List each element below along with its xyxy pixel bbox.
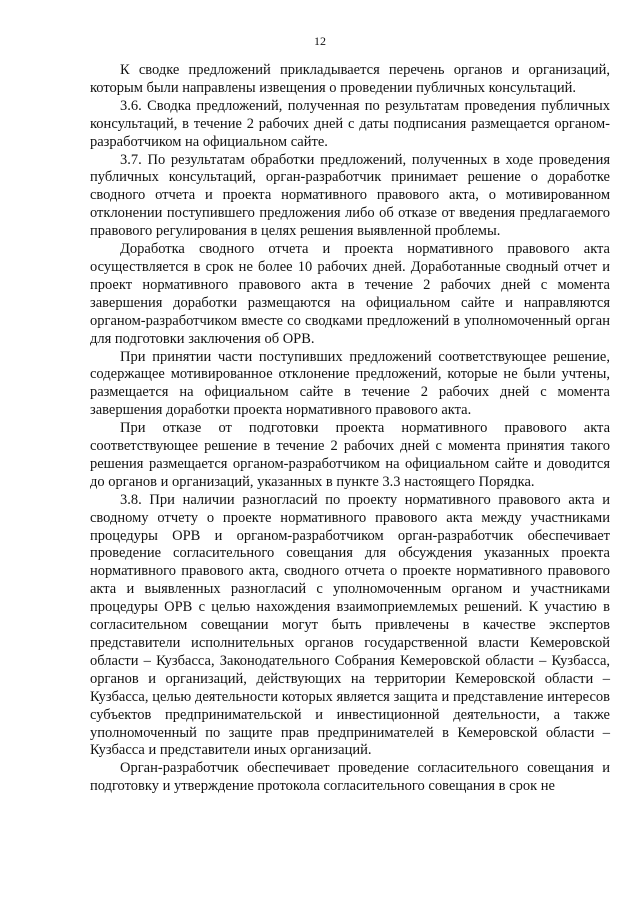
- paragraph-6: При отказе от подготовки проекта нормативного правового акта соответствующее решение в течение 2 рабочих дней с момента принятия такого решения размещается органом-разработчиком на официальном сайте и доводится до органов и организаций, указанных в пункте 3.3 настоящего Порядка.: [90, 420, 610, 490]
- paragraph-1: К сводке предложений прикладывается перечень органов и организаций, которым были направлены извещения о проведении публичных консультаций.: [90, 62, 610, 96]
- document-body: [90, 62, 610, 796]
- page-number: 12: [314, 34, 326, 48]
- paragraph-7: 3.8. При наличии разногласий по проекту нормативного правового акта и сводному отчету о проекте нормативного правового акта между участниками процедуры ОРВ и органом-разработчиком орган-разработчик обеспечивает проведение согласительного совещания для обсуждения указанных проекта нормативного правового акта, сводного отчета о проекте нормативного правового акта и выявленных разногласий с уполномоченным органом и участниками процедуры ОРВ с целью нахождения взаимоприемлемых решений. К участию в согласительном совещании могут быть привлечены в качестве экспертов представители исполнительных органов государственной власти Кемеровской области – Кузбасса, Законодательного Собрания Кемеровской области – Кузбасса, органов и организаций, действующих на территории Кемеровской области – Кузбасса, целью деятельности которых является защита и представление интересов субъектов предпринимательской и инвестиционной деятельности, а также уполномоченный по защите прав предпринимателей в Кемеровской области – Кузбасса и представители иных организаций.: [90, 491, 610, 759]
- paragraph-3: 3.7. По результатам обработки предложений, полученных в ходе проведения публичных консультаций, орган-разработчик принимает решение о доработке сводного отчета и проекта нормативного правового акта, о мотивированном отклонении поступившего предложения либо об отказе от введения предлагаемого правового регулирования в целях решения выявленной проблемы.: [90, 151, 610, 240]
- paragraph-8: Орган-разработчик обеспечивает проведение согласительного совещания и подготовку и утверждение протокола согласительного совещания в срок не: [90, 760, 610, 795]
- paragraph-4: Доработка сводного отчета и проекта нормативного правового акта осуществляется в срок не более 10 рабочих дней. Доработанные сводный отчет и проект нормативного правового акта в течение 2 рабочих дней с момента завершения доработки размещаются на официальном сайте и направляются органом-разработчиком вместе со сводками предложений в уполномоченный орган для подготовки заключения об ОРВ.: [90, 241, 610, 347]
- paragraph-5: При принятии части поступивших предложений соответствующее решение, содержащее мотивированное отклонение предложений, которые не были учтены, размещается на официальном сайте в течение 2 рабочих дней с момента завершения доработки проекта нормативного правового акта.: [90, 348, 610, 419]
- paragraph-2: 3.6. Сводка предложений, полученная по результатам проведения публичных консультаций, в течение 2 рабочих дней с даты подписания размещается органом-разработчиком на официальном сайте.: [90, 97, 610, 150]
